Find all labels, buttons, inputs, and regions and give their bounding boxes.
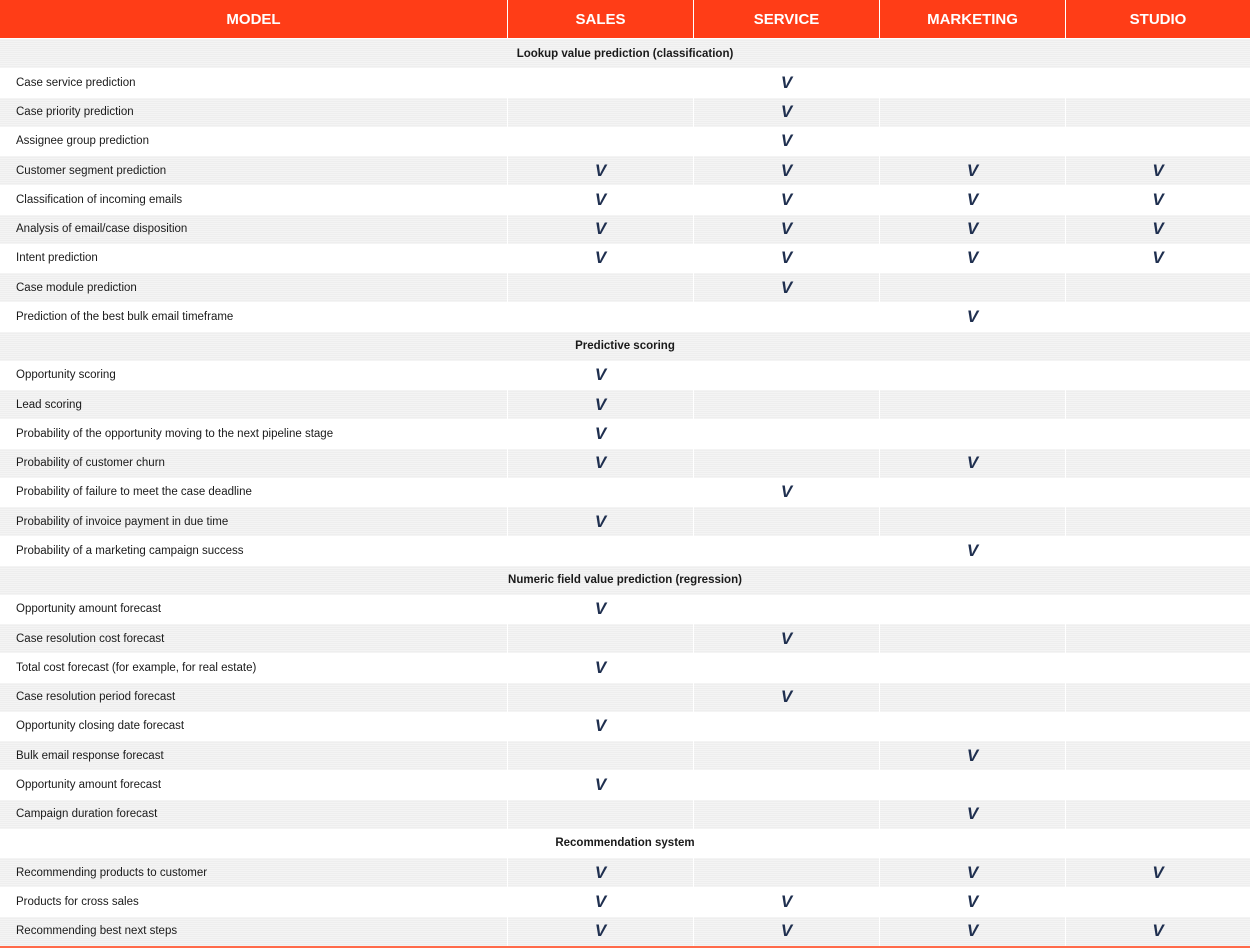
- cell-studio: [1065, 683, 1250, 712]
- row-label: Assignee group prediction: [16, 135, 149, 148]
- header-service: SERVICE: [693, 0, 879, 38]
- cell-marketing: [879, 683, 1065, 712]
- table-row: [0, 273, 1250, 302]
- cell-studio: [1065, 478, 1250, 507]
- row-label: Recommending products to customer: [0, 858, 507, 887]
- row-label: Opportunity amount forecast: [16, 603, 162, 616]
- cell-studio: [1065, 244, 1250, 273]
- check-mark: V: [780, 482, 793, 502]
- cell-service: [693, 68, 879, 97]
- row-label: Opportunity closing date forecast: [16, 720, 185, 733]
- check-mark: V: [780, 102, 793, 122]
- cell-service: [693, 449, 879, 478]
- table-row: [0, 770, 1250, 799]
- cell-service: [693, 683, 879, 712]
- cell-studio: [1065, 800, 1250, 829]
- cell-studio: [1065, 302, 1250, 331]
- cell-marketing: [879, 770, 1065, 799]
- cell-sales: [507, 712, 693, 741]
- check-mark: V: [966, 540, 979, 560]
- table-row: [0, 68, 1250, 97]
- cell-studio: [1065, 858, 1250, 887]
- row-label: Classification of incoming emails: [16, 193, 183, 206]
- cell-marketing: [879, 507, 1065, 536]
- cell-sales: [507, 185, 693, 214]
- table-row: [0, 244, 1250, 273]
- cell-marketing: [879, 98, 1065, 127]
- header-model: MODEL: [226, 10, 281, 28]
- cell-marketing: [879, 887, 1065, 916]
- table-body: [0, 39, 1250, 946]
- cell-marketing: [879, 127, 1065, 156]
- cell-service: [693, 273, 879, 302]
- check-mark: V: [594, 219, 607, 239]
- cell-marketing: [879, 361, 1065, 390]
- cell-studio: [1065, 624, 1250, 653]
- cell-service: [693, 215, 879, 244]
- check-mark: V: [594, 774, 607, 794]
- cell-service: [693, 361, 879, 390]
- check-mark: V: [594, 248, 607, 268]
- cell-service: [693, 624, 879, 653]
- cell-studio: [1065, 887, 1250, 916]
- check-mark: V: [594, 891, 607, 911]
- row-label: Total cost forecast (for example, for real estate): [16, 661, 257, 674]
- table-row: [0, 712, 1250, 741]
- row-label: Recommending best next steps: [0, 917, 507, 946]
- cell-marketing: [879, 595, 1065, 624]
- row-label: Products for cross sales: [16, 895, 139, 908]
- cell-sales: [507, 858, 693, 887]
- check-mark: V: [966, 160, 979, 180]
- section-header: Predictive scoring: [0, 332, 1250, 361]
- check-mark: V: [780, 248, 793, 268]
- cell-sales: [507, 68, 693, 97]
- cell-service: [693, 741, 879, 770]
- cell-studio: [1065, 156, 1250, 185]
- bottom-border: [0, 946, 1250, 948]
- cell-marketing: [879, 624, 1065, 653]
- check-mark: V: [780, 189, 793, 209]
- check-mark: V: [1152, 862, 1164, 882]
- cell-studio: [1065, 741, 1250, 770]
- check-mark: V: [780, 921, 793, 941]
- row-label: Probability of customer churn: [0, 449, 507, 478]
- cell-marketing: [879, 712, 1065, 741]
- row-label: Campaign duration forecast: [0, 800, 507, 829]
- cell-sales: [507, 507, 693, 536]
- row-label: Probability of a marketing campaign success: [16, 544, 244, 557]
- cell-marketing: [879, 917, 1065, 946]
- row-label: Case resolution period forecast: [0, 683, 507, 712]
- cell-marketing: [879, 68, 1065, 97]
- cell-sales: [507, 127, 693, 156]
- table-row: [0, 215, 1250, 244]
- row-label: Probability of invoice payment in due time: [0, 507, 507, 536]
- check-mark: V: [780, 72, 793, 92]
- check-mark: V: [594, 394, 607, 414]
- cell-marketing: [879, 273, 1065, 302]
- cell-marketing: [879, 741, 1065, 770]
- check-mark: V: [1152, 160, 1164, 180]
- cell-sales: [507, 390, 693, 419]
- cell-studio: [1065, 185, 1250, 214]
- check-mark: V: [780, 628, 793, 648]
- cell-service: [693, 887, 879, 916]
- check-mark: V: [594, 657, 607, 677]
- row-label: Customer segment prediction: [0, 156, 507, 185]
- cell-marketing: [879, 390, 1065, 419]
- cell-studio: [1065, 449, 1250, 478]
- table-header: [0, 0, 1250, 39]
- check-mark: V: [966, 804, 979, 824]
- table-row: [0, 390, 1250, 419]
- cell-sales: [507, 156, 693, 185]
- row-label: Lead scoring: [0, 390, 507, 419]
- cell-marketing: [879, 185, 1065, 214]
- section-header: Lookup value prediction (classification): [0, 39, 1250, 68]
- check-mark: V: [594, 599, 607, 619]
- table-row: [0, 449, 1250, 478]
- cell-sales: [507, 683, 693, 712]
- cell-service: [693, 478, 879, 507]
- cell-sales: [507, 624, 693, 653]
- cell-sales: [507, 741, 693, 770]
- cell-sales: [507, 215, 693, 244]
- table-row: [0, 302, 1250, 331]
- row-label: Opportunity scoring: [16, 369, 116, 382]
- cell-service: [693, 156, 879, 185]
- cell-marketing: [879, 536, 1065, 565]
- cell-studio: [1065, 653, 1250, 682]
- check-mark: V: [966, 745, 979, 765]
- cell-marketing: [879, 800, 1065, 829]
- cell-studio: [1065, 273, 1250, 302]
- cell-service: [693, 390, 879, 419]
- check-mark: V: [780, 219, 793, 239]
- row-label: Opportunity amount forecast: [16, 778, 162, 791]
- cell-service: [693, 127, 879, 156]
- cell-studio: [1065, 536, 1250, 565]
- check-mark: V: [966, 306, 979, 326]
- cell-studio: [1065, 917, 1250, 946]
- cell-marketing: [879, 858, 1065, 887]
- cell-marketing: [879, 244, 1065, 273]
- header-sales: SALES: [507, 0, 693, 38]
- check-mark: V: [966, 189, 979, 209]
- cell-sales: [507, 595, 693, 624]
- section-header: Numeric field value prediction (regression): [0, 566, 1250, 595]
- row-label: Case resolution cost forecast: [0, 624, 507, 653]
- row-label: Prediction of the best bulk email timeframe: [16, 310, 234, 323]
- check-mark: V: [594, 453, 607, 473]
- cell-sales: [507, 98, 693, 127]
- cell-service: [693, 653, 879, 682]
- cell-sales: [507, 419, 693, 448]
- check-mark: V: [594, 511, 607, 531]
- cell-sales: [507, 244, 693, 273]
- cell-service: [693, 98, 879, 127]
- table-row: [0, 419, 1250, 448]
- cell-studio: [1065, 98, 1250, 127]
- check-mark: V: [966, 219, 979, 239]
- cell-studio: [1065, 215, 1250, 244]
- cell-studio: [1065, 361, 1250, 390]
- check-mark: V: [780, 131, 793, 151]
- check-mark: V: [594, 862, 607, 882]
- table-row: [0, 478, 1250, 507]
- cell-studio: [1065, 419, 1250, 448]
- table-row: [0, 653, 1250, 682]
- cell-service: [693, 185, 879, 214]
- check-mark: V: [966, 862, 979, 882]
- header-studio: STUDIO: [1065, 0, 1250, 38]
- cell-sales: [507, 653, 693, 682]
- cell-marketing: [879, 449, 1065, 478]
- row-label: Intent prediction: [16, 252, 98, 265]
- check-mark: V: [966, 453, 979, 473]
- cell-service: [693, 917, 879, 946]
- cell-studio: [1065, 68, 1250, 97]
- check-mark: V: [966, 248, 979, 268]
- cell-sales: [507, 536, 693, 565]
- check-mark: V: [780, 891, 793, 911]
- row-label: Probability of the opportunity moving to the next pipeline stage: [16, 427, 334, 440]
- cell-service: [693, 302, 879, 331]
- cell-service: [693, 419, 879, 448]
- cell-studio: [1065, 127, 1250, 156]
- check-mark: V: [1152, 189, 1164, 209]
- cell-service: [693, 712, 879, 741]
- cell-service: [693, 858, 879, 887]
- check-mark: V: [594, 921, 607, 941]
- cell-studio: [1065, 770, 1250, 799]
- cell-service: [693, 800, 879, 829]
- cell-service: [693, 507, 879, 536]
- table-row: [0, 683, 1250, 712]
- check-mark: V: [780, 160, 793, 180]
- row-label: Case priority prediction: [0, 98, 507, 127]
- table-row: [0, 507, 1250, 536]
- cell-studio: [1065, 712, 1250, 741]
- table-row: [0, 536, 1250, 565]
- row-label: Case service prediction: [16, 76, 136, 89]
- cell-service: [693, 770, 879, 799]
- cell-marketing: [879, 156, 1065, 185]
- table-row: [0, 858, 1250, 887]
- table-row: [0, 887, 1250, 916]
- check-mark: V: [1152, 219, 1164, 239]
- table-row: [0, 98, 1250, 127]
- table-row: [0, 156, 1250, 185]
- check-mark: V: [594, 423, 607, 443]
- table-row: [0, 185, 1250, 214]
- table-row: [0, 741, 1250, 770]
- cell-sales: [507, 449, 693, 478]
- row-label: Case module prediction: [0, 273, 507, 302]
- row-label: Analysis of email/case disposition: [0, 215, 507, 244]
- cell-sales: [507, 770, 693, 799]
- table-row: [0, 595, 1250, 624]
- table-row: [0, 917, 1250, 946]
- cell-sales: [507, 478, 693, 507]
- section-header: Recommendation system: [0, 829, 1250, 858]
- table-row: [0, 800, 1250, 829]
- cell-sales: [507, 273, 693, 302]
- cell-sales: [507, 800, 693, 829]
- cell-marketing: [879, 653, 1065, 682]
- check-mark: V: [594, 189, 607, 209]
- check-mark: V: [594, 365, 607, 385]
- cell-sales: [507, 302, 693, 331]
- cell-studio: [1065, 595, 1250, 624]
- header-marketing: MARKETING: [879, 0, 1065, 38]
- cell-sales: [507, 917, 693, 946]
- cell-sales: [507, 361, 693, 390]
- cell-marketing: [879, 419, 1065, 448]
- cell-studio: [1065, 507, 1250, 536]
- check-mark: V: [594, 160, 607, 180]
- table-row: [0, 127, 1250, 156]
- cell-sales: [507, 887, 693, 916]
- check-mark: V: [966, 891, 979, 911]
- table-row: [0, 361, 1250, 390]
- cell-marketing: [879, 478, 1065, 507]
- row-label: Bulk email response forecast: [0, 741, 507, 770]
- cell-marketing: [879, 215, 1065, 244]
- cell-service: [693, 595, 879, 624]
- cell-marketing: [879, 302, 1065, 331]
- check-mark: V: [780, 687, 793, 707]
- cell-studio: [1065, 390, 1250, 419]
- row-label: Probability of failure to meet the case deadline: [16, 486, 252, 499]
- cell-service: [693, 244, 879, 273]
- check-mark: V: [1152, 248, 1164, 268]
- check-mark: V: [966, 921, 979, 941]
- check-mark: V: [594, 716, 607, 736]
- table-row: [0, 624, 1250, 653]
- check-mark: V: [780, 277, 793, 297]
- check-mark: V: [1152, 921, 1164, 941]
- cell-service: [693, 536, 879, 565]
